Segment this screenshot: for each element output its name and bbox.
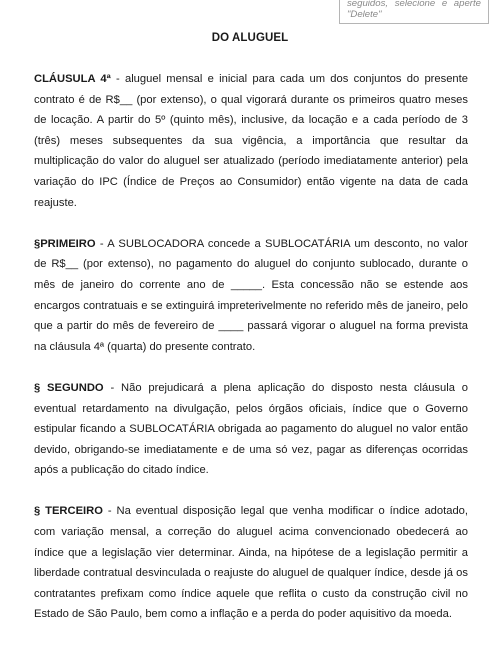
clause-label: § SEGUNDO	[34, 381, 104, 394]
document-title: DO ALUGUEL	[211, 32, 289, 44]
comment-word: e	[441, 0, 448, 9]
clause-label: CLÁUSULA 4ª	[34, 73, 111, 85]
paragraph-primeiro	[34, 234, 468, 358]
paragraph-terceiro	[34, 501, 468, 625]
paragraph-segundo	[34, 378, 468, 481]
comment-line-2: "Delete"	[347, 8, 382, 20]
clause-text: - A SUBLOCADORA concede a SUBLOCATÁRIA um desconto, no valor de R$__ (por extenso), no pagamento do aluguel do conjunto sublocado, durante o mês de janeiro do corrente ano de _____. Esta concessão não se estende aos encargos contratuais e se extinguirá impreterivelmente no referido mês de janeiro, pelo que a partir do mês de fevereiro de ____ passará vigorar o aluguel na forma prevista na cláusula 4ª (quarta) do presente contrato.	[34, 237, 468, 353]
clause-label: §PRIMEIRO	[34, 237, 96, 250]
clause-4-paragraph	[34, 69, 468, 213]
comment-word: aperte	[453, 0, 481, 9]
clause-label: § TERCEIRO	[34, 505, 103, 518]
comment-balloon[interactable]	[339, 0, 489, 24]
clause-text: - Na eventual disposição legal que venha modificar o índice adotado, com variação mensal, a correção do aluguel acima convencionado obedecerá ao índice que a legislação vier determinar. Ainda, na hipótese de a legislação permitir a liberdade contratual desvinculada o reajuste do aluguel de qualquer índice, desde já os contratantes prefixam como índice aquele que reflita o custo da construção civil no Estado de São Paulo, bem como a inflação e a perda do poder aquisitivo da moeda.	[34, 505, 469, 621]
comment-word: seguidos,	[347, 0, 389, 9]
clause-text: - aluguel mensal e inicial para cada um dos conjuntos do presente contrato é de R$__ (por extenso), o qual vigorará durante os primeiros quatro meses de locação. A partir do 5º (quinto mês), inclusive, da locação e a cada período de 3 (três) meses subsequentes da sua vigência, a importância que resultar da multiplicação do valor do aluguel ser atualizado (período imediatamente anterior) pela variação do IPC (Índice de Preços ao Consumidor) então vigente na data de cada reajuste.	[34, 73, 468, 209]
document-body[interactable]	[34, 69, 468, 646]
clause-text: - Não prejudicará a plena aplicação do disposto nesta cláusula o eventual retardamento na divulgação, pelos órgãos oficiais, índice que o Governo estipular ficando a SUBLOCATÁRIA obrigada ao pagamento do aluguel no valor então devido, obrigando-se imediatamente e de uma só vez, pagar as diferenças ocorridas após a publicação do citado índice.	[34, 381, 468, 477]
comment-word: selecione	[394, 0, 436, 9]
